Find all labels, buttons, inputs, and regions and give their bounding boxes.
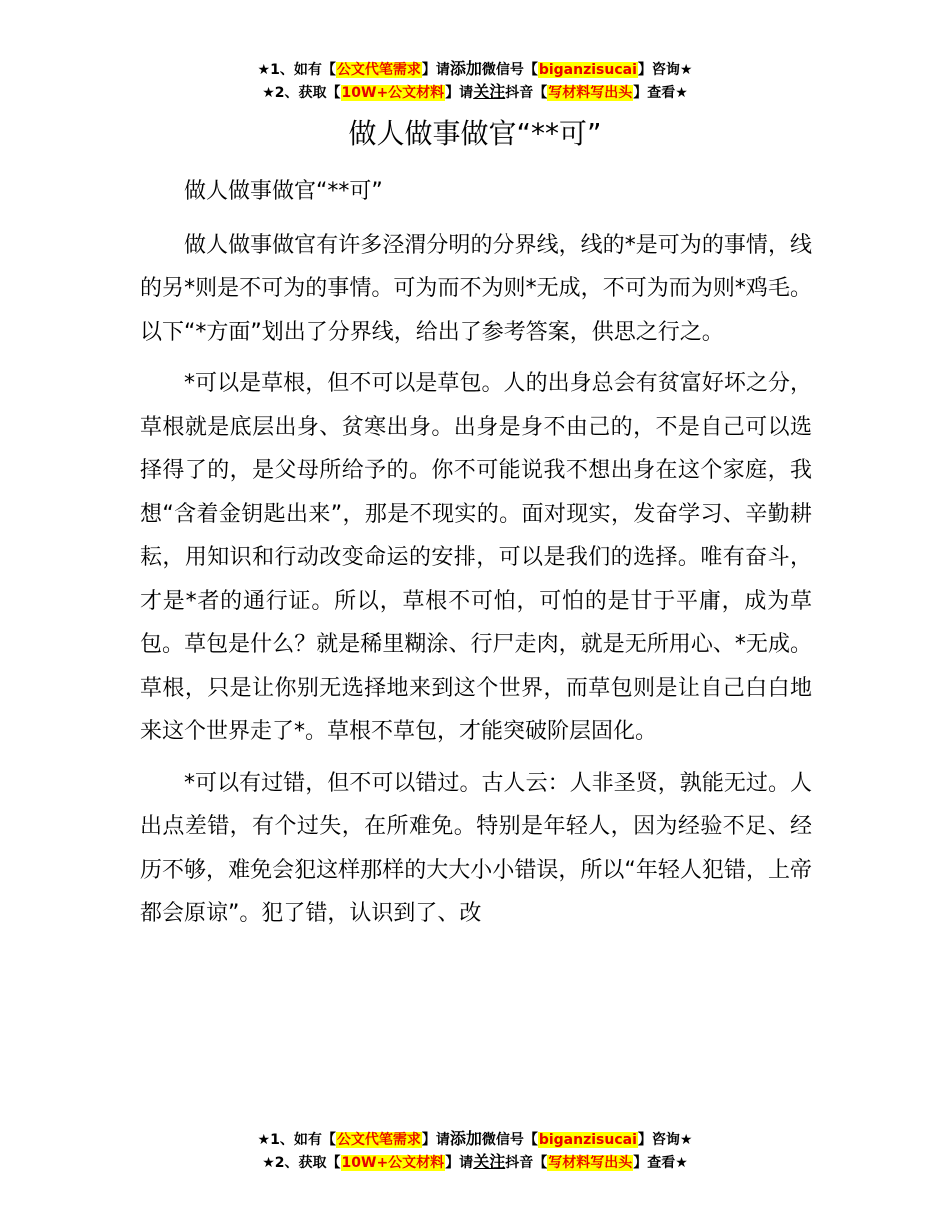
highlight-ghostwriting: 公文代笔需求 bbox=[336, 1132, 421, 1148]
banner-line-2 bbox=[0, 81, 950, 104]
banner-text: 】查看★ bbox=[633, 1155, 688, 1171]
banner-line-2 bbox=[0, 1151, 950, 1174]
highlight-douyin-account: 写材料写出头 bbox=[548, 1155, 633, 1171]
highlight-wechat-id: biganzisucai bbox=[538, 62, 637, 78]
banner-emphasis: 添加 bbox=[449, 1129, 482, 1148]
document-subtitle: 做人做事做官“**可” bbox=[184, 179, 383, 204]
banner-line-1 bbox=[0, 58, 950, 81]
banner-text: 】咨询★ bbox=[637, 62, 693, 78]
footer-banner bbox=[0, 1128, 950, 1174]
banner-text: 微信号【 bbox=[481, 1132, 538, 1148]
document-title: 做人做事做官“**可” bbox=[348, 117, 602, 150]
banner-text: ★2、获取【 bbox=[262, 1155, 341, 1171]
banner-text: ★1、如有【 bbox=[257, 62, 336, 78]
banner-line-1 bbox=[0, 1128, 950, 1151]
banner-text: 】请 bbox=[445, 85, 474, 101]
header-banner bbox=[0, 58, 950, 104]
banner-emphasis: 添加 bbox=[449, 59, 482, 78]
banner-text: 】请 bbox=[421, 62, 450, 78]
highlight-ghostwriting: 公文代笔需求 bbox=[336, 62, 421, 78]
banner-text: 】查看★ bbox=[633, 85, 688, 101]
highlight-wechat-id: biganzisucai bbox=[538, 1132, 637, 1148]
highlight-douyin-account: 写材料写出头 bbox=[548, 85, 633, 101]
highlight-materials: 10W+公文材料 bbox=[341, 85, 445, 101]
paragraph: 做人做事做官有许多泾渭分明的分界线，线的*是可为的事情，线的另*则是不可为的事情。可为而不为则*无成，不可为而为则*鸡毛。以下“*方面”划出了分界线，给出了参考答案，供思之行之。 bbox=[140, 232, 812, 345]
banner-emphasis: 关注 bbox=[473, 82, 506, 101]
banner-text: 微信号【 bbox=[481, 62, 538, 78]
document-body bbox=[140, 170, 812, 944]
banner-text: ★1、如有【 bbox=[257, 1132, 336, 1148]
highlight-materials: 10W+公文材料 bbox=[341, 1155, 445, 1171]
banner-text: 抖音【 bbox=[505, 85, 548, 101]
banner-text: 抖音【 bbox=[505, 1155, 548, 1171]
paragraph: *可以是草根，但不可以是草包。人的出身总会有贫富好坏之分，草根就是底层出身、贫寒出身。出身是身不由己的，不是自己可以选择得了的，是父母所给予的。你不可能说我不想出身在这个家庭，我想“含着金钥匙出来”，那是不现实的。面对现实，发奋学习、辛勤耕耘，用知识和行动改变命运的安排，可以是我们的选择。唯有奋斗，才是*者的通行证。所以，草根不可怕，可怕的是甘于平庸，成为草包。草包是什么？就是稀里糊涂、行尸走肉，就是无所用心、*无成。草根，只是让你别无选择地来到这个世界，而草包则是让自己白白地来这个世界走了*。草根不草包，才能突破阶层固化。 bbox=[140, 371, 812, 744]
banner-text: 】请 bbox=[445, 1155, 474, 1171]
paragraph: *可以有过错，但不可以错过。古人云：人非圣贤，孰能无过。人出点差错，有个过失，在所难免。特别是年轻人，因为经验不足、经历不够，难免会犯这样那样的大大小小错误，所以“年轻人犯错，上帝都会原谅”。犯了错，认识到了、改 bbox=[140, 770, 812, 926]
banner-emphasis: 关注 bbox=[473, 1152, 506, 1171]
banner-text: 】咨询★ bbox=[637, 1132, 693, 1148]
banner-text: ★2、获取【 bbox=[262, 85, 341, 101]
banner-text: 】请 bbox=[421, 1132, 450, 1148]
